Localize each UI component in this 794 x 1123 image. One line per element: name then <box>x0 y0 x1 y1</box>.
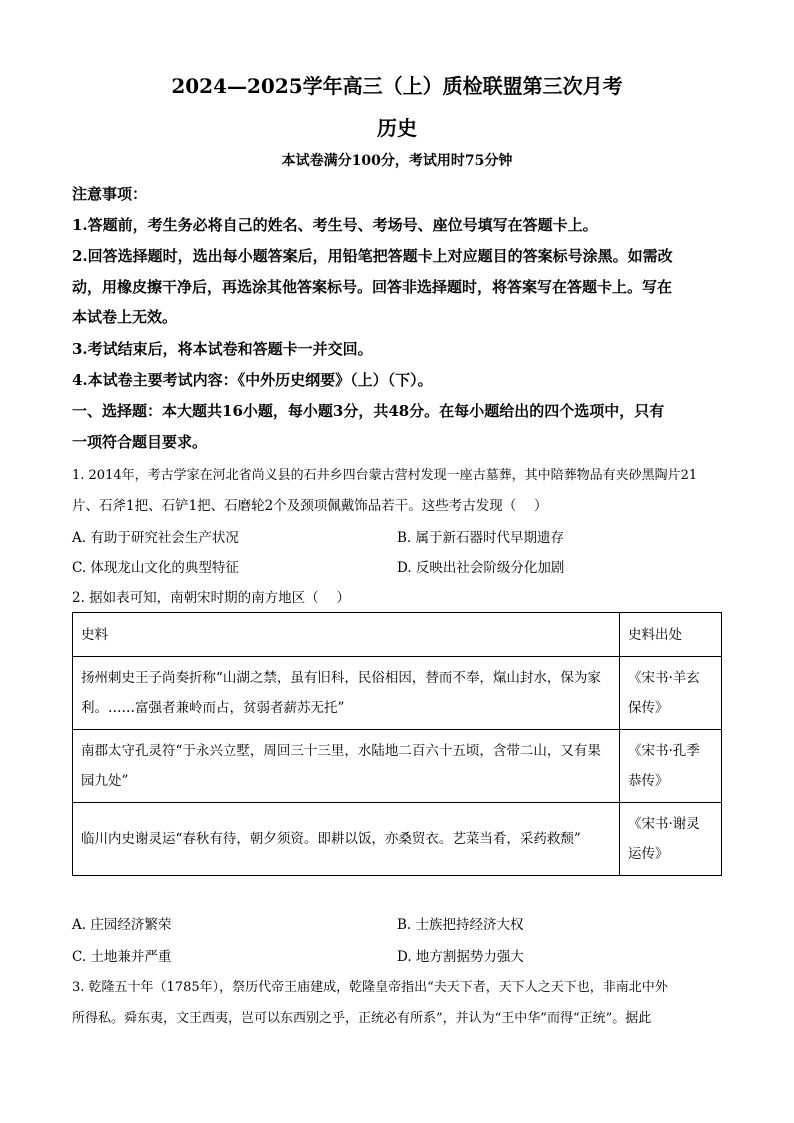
notice-item-2-line-3: 本试卷上无效。 <box>72 308 178 326</box>
table-cell: 《宋书·孔季恭传》 <box>619 730 721 803</box>
section-heading-line-2: 一项符合题目要求。 <box>72 433 208 451</box>
notice-item-3: 3.考试结束后，将本试卷和答题卡一并交回。 <box>72 340 373 358</box>
subject-title: 历史 <box>377 116 417 140</box>
table-row <box>73 730 722 803</box>
q2-source-table <box>72 612 722 876</box>
table-row <box>73 657 722 730</box>
table-cell: 扬州刺史王子尚奏折称“山湖之禁，虽有旧科，民俗相因，替而不奉，熂山封水，保为家利。……富强者兼岭而占，贫弱者薪苏无托” <box>73 657 620 730</box>
q1-option-d: D. 反映出社会阶级分化加剧 <box>397 560 565 576</box>
table-header-cell: 史料出处 <box>619 613 721 657</box>
q2-option-c: C. 土地兼并严重 <box>72 949 172 965</box>
table-cell: 南郡太守孔灵符“于永兴立墅，周回三十三里，水陆地二百六十五顷，含带二山，又有果园九处” <box>73 730 620 803</box>
q1-option-b: B. 属于新石器时代早期遗存 <box>397 530 565 546</box>
table-cell: 临川内史谢灵运“春秋有待，朝夕须资。即耕以饭，亦桑贸衣。艺菜当肴，采药救颓” <box>73 803 620 876</box>
notice-item-4: 4.本试卷主要考试内容：《中外历史纲要》（上）（下）。 <box>72 371 433 389</box>
notice-heading: 注意事项： <box>72 185 148 203</box>
table-header-row <box>73 613 722 657</box>
q2-stem: 2. 据如表可知，南朝宋时期的南方地区（ ） <box>72 590 350 606</box>
notice-item-1: 1.答题前，考生务必将自己的姓名、考生号、考场号、座位号填写在答题卡上。 <box>72 216 598 234</box>
q3-stem-line-2: 所得私。舜东夷，文王西夷，岂可以东西别之乎，正统必有所系”，并认为“王中华”而得“正统”。据此 <box>72 1011 652 1026</box>
q2-option-b: B. 士族把持经济大权 <box>397 917 524 933</box>
q1-option-c: C. 体现龙山文化的典型特征 <box>72 560 239 576</box>
notice-item-2-line-2: 动，用橡皮擦干净后，再选涂其他答案标号。回答非选择题时，将答案写在答题卡上。写在 <box>72 278 673 296</box>
q1-option-a: A. 有助于研究社会生产状况 <box>72 530 239 546</box>
table-header-cell: 史料 <box>73 613 620 657</box>
q2-option-a: A. 庄园经济繁荣 <box>72 917 172 933</box>
q1-stem-line-1: 1. 2014年，考古学家在河北省尚义县的石井乡四台蒙古营村发现一座古墓葬，其中陪葬物品有夹砂黑陶片21 <box>72 468 698 483</box>
score-time-note: 本试卷满分100分，考试用时75分钟 <box>281 153 513 169</box>
table-cell: 《宋书·羊玄保传》 <box>619 657 721 730</box>
notice-item-2-line-1: 2.回答选择题时，选出每小题答案后，用铅笔把答题卡上对应题目的答案标号涂黑。如需改 <box>72 247 673 265</box>
q3-stem-line-1: 3. 乾隆五十年（1785年），祭历代帝王庙建成，乾隆皇帝指出“夫天下者，天下人之天下也，非南北中外 <box>72 980 668 995</box>
table-row <box>73 803 722 876</box>
exam-title: 2024—2025学年高三（上）质检联盟第三次月考 <box>171 74 623 98</box>
q1-stem-line-2: 片、石斧1把、石铲1把、石磨轮2个及颈项佩戴饰品若干。这些考古发现（ ） <box>72 498 548 514</box>
table-cell: 《宋书·谢灵运传》 <box>619 803 721 876</box>
section-heading-line-1: 一、选择题：本大题共16小题，每小题3分，共48分。在每小题给出的四个选项中，只有 <box>72 402 665 420</box>
q2-option-d: D. 地方割据势力强大 <box>397 949 524 965</box>
